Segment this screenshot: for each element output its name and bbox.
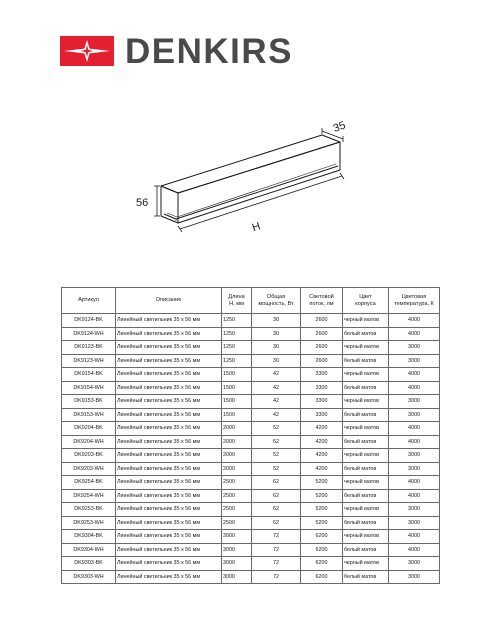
cell-article: DK9203-WH: [62, 462, 116, 476]
cell-flux: 5200: [301, 516, 343, 530]
cell-article: DK9154-BK: [62, 368, 116, 382]
cell-temperature: 3000: [389, 449, 440, 463]
cell-length: 2500: [222, 516, 252, 530]
table-row: [62, 395, 440, 409]
cell-power: 62: [252, 503, 301, 517]
cell-temperature: 4000: [389, 368, 440, 382]
cell-length: 1250: [222, 354, 252, 368]
cell-flux: 6200: [301, 543, 343, 557]
cell-power: 62: [252, 489, 301, 503]
cell-flux: 5200: [301, 476, 343, 490]
cell-color: черный матов: [343, 314, 389, 328]
cell-color: белый матов: [343, 489, 389, 503]
cell-temperature: 3000: [389, 570, 440, 584]
dim-height-label: 56: [136, 197, 149, 209]
cell-description: Линейный светильник 35 x 56 мм: [116, 570, 222, 584]
cell-temperature: 3000: [389, 462, 440, 476]
cell-article: DK9124-WH: [62, 327, 116, 341]
cell-description: Линейный светильник 35 x 56 мм: [116, 543, 222, 557]
cell-power: 52: [252, 462, 301, 476]
cell-power: 72: [252, 570, 301, 584]
cell-length: 1500: [222, 408, 252, 422]
cell-color: белый матов: [343, 435, 389, 449]
cell-temperature: 3000: [389, 395, 440, 409]
cell-temperature: 4000: [389, 327, 440, 341]
cell-description: Линейный светильник 35 x 56 мм: [116, 530, 222, 544]
cell-flux: 4200: [301, 435, 343, 449]
cell-description: Линейный светильник 35 x 56 мм: [116, 314, 222, 328]
cell-length: 2000: [222, 435, 252, 449]
cell-flux: 6200: [301, 557, 343, 571]
cell-length: 2000: [222, 422, 252, 436]
cell-article: DK9253-BK: [62, 503, 116, 517]
cell-description: Линейный светильник 35 x 56 мм: [116, 422, 222, 436]
cell-length: 2500: [222, 489, 252, 503]
cell-power: 52: [252, 449, 301, 463]
cell-article: DK9203-BK: [62, 449, 116, 463]
cell-flux: 2600: [301, 327, 343, 341]
table-row: [62, 449, 440, 463]
table-row: [62, 503, 440, 517]
cell-article: DK9303-WH: [62, 570, 116, 584]
cell-article: DK9153-WH: [62, 408, 116, 422]
cell-article: DK9303-BK: [62, 557, 116, 571]
cell-article: DK9154-WH: [62, 381, 116, 395]
cell-length: 1250: [222, 314, 252, 328]
dim-depth-label: 35: [331, 119, 348, 135]
cell-color: белый матов: [343, 354, 389, 368]
cell-length: 3000: [222, 570, 252, 584]
cell-temperature: 3000: [389, 354, 440, 368]
table-row: [62, 489, 440, 503]
table-row: [62, 557, 440, 571]
cell-description: Линейный светильник 35 x 56 мм: [116, 516, 222, 530]
cell-article: DK9304-WH: [62, 543, 116, 557]
cell-temperature: 4000: [389, 314, 440, 328]
cell-flux: 4200: [301, 462, 343, 476]
cell-article: DK9253-WH: [62, 516, 116, 530]
cell-description: Линейный светильник 35 x 56 мм: [116, 462, 222, 476]
cell-article: DK9204-BK: [62, 422, 116, 436]
cell-temperature: 4000: [389, 543, 440, 557]
header-article: Артикул: [62, 288, 116, 314]
table-row: [62, 408, 440, 422]
product-drawing: [0, 0, 481, 280]
table-row: [62, 435, 440, 449]
table-row: [62, 314, 440, 328]
cell-description: Линейный светильник 35 x 56 мм: [116, 449, 222, 463]
cell-description: Линейный светильник 35 x 56 мм: [116, 435, 222, 449]
header-length: Длина Н, мм: [222, 288, 252, 314]
cell-temperature: 4000: [389, 489, 440, 503]
cell-power: 52: [252, 435, 301, 449]
cell-power: 72: [252, 557, 301, 571]
table-body: [62, 314, 440, 584]
cell-flux: 3300: [301, 381, 343, 395]
cell-power: 62: [252, 516, 301, 530]
cell-color: черный матов: [343, 503, 389, 517]
cell-color: черный матов: [343, 341, 389, 355]
cell-flux: 3300: [301, 408, 343, 422]
cell-color: белый матов: [343, 570, 389, 584]
cell-flux: 4200: [301, 422, 343, 436]
table-row: [62, 341, 440, 355]
cell-temperature: 3000: [389, 557, 440, 571]
cell-length: 3000: [222, 543, 252, 557]
cell-power: 42: [252, 368, 301, 382]
table-row: [62, 516, 440, 530]
brand-name: DENKIRS: [125, 32, 294, 71]
dim-length-line: [180, 176, 342, 229]
cell-temperature: 3000: [389, 341, 440, 355]
table-row: [62, 530, 440, 544]
cell-flux: 4200: [301, 449, 343, 463]
table-row: [62, 354, 440, 368]
cell-power: 52: [252, 422, 301, 436]
cell-temperature: 3000: [389, 503, 440, 517]
cell-temperature: 4000: [389, 435, 440, 449]
header-description: Описание: [116, 288, 222, 314]
cell-description: Линейный светильник 35 x 56 мм: [116, 476, 222, 490]
cell-flux: 2600: [301, 314, 343, 328]
header-flux: Световой поток, лм: [301, 288, 343, 314]
cell-length: 3000: [222, 557, 252, 571]
cell-power: 72: [252, 530, 301, 544]
cell-color: белый матов: [343, 381, 389, 395]
cell-power: 30: [252, 354, 301, 368]
cell-article: DK9304-BK: [62, 530, 116, 544]
cell-temperature: 3000: [389, 408, 440, 422]
cell-power: 42: [252, 395, 301, 409]
cell-length: 1500: [222, 368, 252, 382]
cell-power: 62: [252, 476, 301, 490]
cell-color: черный матов: [343, 368, 389, 382]
cell-color: белый матов: [343, 516, 389, 530]
cell-color: черный матов: [343, 476, 389, 490]
cell-length: 1250: [222, 327, 252, 341]
cell-description: Линейный светильник 35 x 56 мм: [116, 341, 222, 355]
cell-description: Линейный светильник 35 x 56 мм: [116, 395, 222, 409]
cell-temperature: 3000: [389, 516, 440, 530]
cell-length: 2500: [222, 476, 252, 490]
table-row: [62, 476, 440, 490]
cell-description: Линейный светильник 35 x 56 мм: [116, 354, 222, 368]
table-row: [62, 422, 440, 436]
cell-flux: 5200: [301, 489, 343, 503]
cell-power: 42: [252, 381, 301, 395]
cell-length: 1500: [222, 395, 252, 409]
cell-length: 1250: [222, 341, 252, 355]
header-temperature: Цветовая температура, К: [389, 288, 440, 314]
cell-power: 42: [252, 408, 301, 422]
cell-color: белый матов: [343, 462, 389, 476]
cell-description: Линейный светильник 35 x 56 мм: [116, 381, 222, 395]
cell-flux: 6200: [301, 570, 343, 584]
cell-article: DK9204-WH: [62, 435, 116, 449]
dim-length-label: H: [250, 220, 262, 235]
header-power: Общая мощность, Вт: [252, 288, 301, 314]
cell-flux: 6200: [301, 530, 343, 544]
cell-color: белый матов: [343, 408, 389, 422]
cell-article: DK9254-WH: [62, 489, 116, 503]
cell-description: Линейный светильник 35 x 56 мм: [116, 503, 222, 517]
cell-temperature: 4000: [389, 476, 440, 490]
cell-length: 2500: [222, 503, 252, 517]
cell-article: DK9254-BK: [62, 476, 116, 490]
cell-temperature: 4000: [389, 530, 440, 544]
cell-description: Линейный светильник 35 x 56 мм: [116, 327, 222, 341]
cell-description: Линейный светильник 35 x 56 мм: [116, 408, 222, 422]
cell-color: черный матов: [343, 530, 389, 544]
table-row: [62, 462, 440, 476]
table-row: [62, 368, 440, 382]
cell-description: Линейный светильник 35 x 56 мм: [116, 489, 222, 503]
cell-flux: 3300: [301, 395, 343, 409]
cell-length: 2000: [222, 462, 252, 476]
cell-length: 2000: [222, 449, 252, 463]
cell-temperature: 4000: [389, 381, 440, 395]
table-header-row: [62, 288, 440, 314]
cell-flux: 5200: [301, 503, 343, 517]
luminaire-end-face: [161, 186, 178, 223]
cell-color: черный матов: [343, 557, 389, 571]
cell-power: 72: [252, 543, 301, 557]
table-row: [62, 381, 440, 395]
cell-length: 1500: [222, 381, 252, 395]
cell-color: белый матов: [343, 327, 389, 341]
cell-color: черный матов: [343, 422, 389, 436]
table-row: [62, 543, 440, 557]
cell-article: DK9153-BK: [62, 395, 116, 409]
cell-flux: 2600: [301, 341, 343, 355]
table-row: [62, 327, 440, 341]
luminaire-top-face: [161, 135, 340, 193]
header-color: Цвет корпуса: [343, 288, 389, 314]
cell-color: белый матов: [343, 543, 389, 557]
cell-article: DK9123-BK: [62, 341, 116, 355]
spec-table: [61, 287, 440, 584]
cell-power: 30: [252, 327, 301, 341]
cell-description: Линейный светильник 35 x 56 мм: [116, 368, 222, 382]
cell-flux: 2600: [301, 354, 343, 368]
cell-power: 30: [252, 341, 301, 355]
cell-length: 3000: [222, 530, 252, 544]
cell-temperature: 4000: [389, 422, 440, 436]
cell-article: DK9123-WH: [62, 354, 116, 368]
cell-color: черный матов: [343, 395, 389, 409]
cell-flux: 3300: [301, 368, 343, 382]
cell-power: 30: [252, 314, 301, 328]
cell-color: черный матов: [343, 449, 389, 463]
table-row: [62, 570, 440, 584]
cell-article: DK9124-BK: [62, 314, 116, 328]
cell-description: Линейный светильник 35 x 56 мм: [116, 557, 222, 571]
